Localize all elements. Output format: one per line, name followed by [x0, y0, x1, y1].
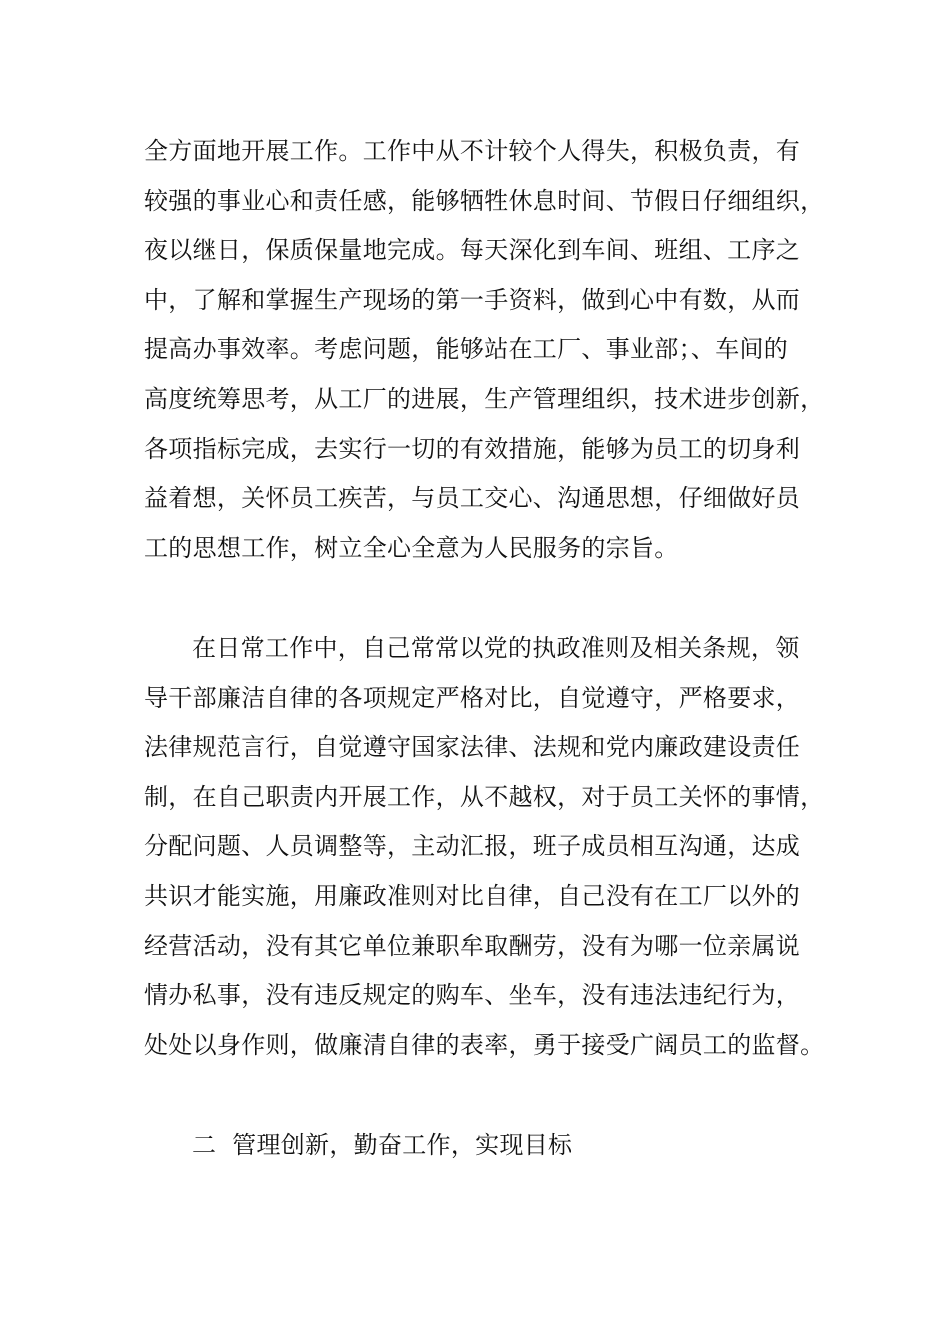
section-heading [144, 1121, 834, 1171]
paragraph-line: 中，了解和掌握生产现场的第一手资料，做到心中有数，从而 [144, 285, 801, 314]
paragraph-1 [144, 127, 834, 573]
paragraph-line: 在日常工作中，自己常常以党的执政准则及相关条规，领 [192, 634, 800, 662]
paragraph-line: 经营活动，没有其它单位兼职牟取酬劳，没有为哪一位亲属说 [144, 931, 801, 960]
paragraph-line: 夜以继日，保质保量地完成。每天深化到车间、班组、工序之 [144, 236, 801, 265]
paragraph-line: 法律规范言行，自觉遵守国家法律、法规和党内廉政建设责任 [144, 733, 801, 762]
paragraph-line: 提高办事效率。考虑问题，能够站在工厂、事业部；、车间的 [144, 335, 789, 364]
paragraph-line: 较强的事业心和责任感，能够牺牲休息时间、节假日仔细组织， [144, 186, 825, 215]
paragraph-line: 共识才能实施，用廉政准则对比自律，自己没有在工厂以外的 [144, 881, 801, 910]
paragraph-line: 工的思想工作，树立全心全意为人民服务的宗旨。 [144, 533, 679, 562]
paragraph-line: 益着想，关怀员工疾苦，与员工交心、沟通思想，仔细做好员 [144, 484, 801, 513]
paragraph-line: 导干部廉洁自律的各项规定严格对比，自觉遵守，严格要求， [144, 683, 801, 712]
paragraph-2 [144, 624, 834, 1070]
paragraph-line: 制，在自己职责内开展工作，从不越权，对于员工关怀的事情， [144, 782, 825, 811]
paragraph-line: 处处以身作则，做廉清自律的表率，勇于接受广阔员工的监督。 [144, 1030, 825, 1059]
paragraph-line: 情办私事，没有违反规定的购车、坐车，没有违法违纪行为， [144, 981, 801, 1010]
paragraph-line: 各项指标完成，去实行一切的有效措施，能够为员工的切身利 [144, 434, 801, 463]
paragraph-line: 高度统筹思考，从工厂的进展，生产管理组织，技术进步创新， [144, 384, 825, 413]
paragraph-line: 分配问题、人员调整等，主动汇报，班子成员相互沟通，达成 [144, 832, 801, 861]
paragraph-line: 全方面地开展工作。工作中从不计较个人得失，积极负责，有 [144, 137, 801, 165]
section-heading-text: 二 管理创新，勤奋工作，实现目标 [192, 1131, 573, 1159]
